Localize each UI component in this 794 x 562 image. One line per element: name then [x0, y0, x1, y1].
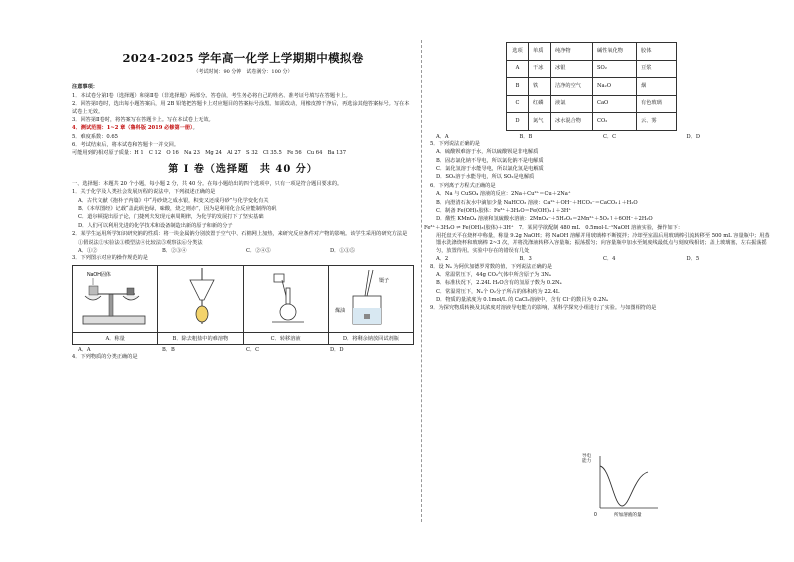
table-header-row — [507, 43, 677, 61]
question-7 — [424, 224, 770, 264]
naoh-label: NaOH固体 — [87, 271, 111, 278]
question-7-body: 用托盘天平在烧杯中称量，称量 9.2g NaOH；将 NaOH 溶解并用玻璃棒不断搅拌；冷却至室温后用玻璃棒引流转移至 500 mL 容量瓶中；用蒸馏水洗涤烧杯和玻璃棒 2~3 次，并将洗涤液转移入容量瓶；振荡摇匀；向容量瓶中加水至刻度线最低点与刻度线相切；盖上玻璃塞，左右振荡摇匀，放置待用。实验中存在的错误有几处 — [436, 233, 770, 254]
question-2-stem: 2．某学生运用所学知识研究钠的性质：将一块金属钠分别放置于空气中、石棉网上加热，来研究反应条件对产物的影响。该学生采用的研究方法是 — [72, 231, 408, 238]
table-row — [507, 78, 677, 96]
question-5-option-d: D．SO₂溶于水能导电，所以 SO₂是电解质 — [436, 174, 535, 181]
table-header-cell: 碱性氧化物 — [593, 43, 637, 61]
funnel-icon — [158, 266, 243, 334]
note-item-3: 3．回答第Ⅱ卷时，将答案写在答题卡上。写在本试卷上无效。 — [72, 116, 214, 123]
flask-icon — [244, 266, 329, 334]
question-3-figures — [72, 265, 414, 345]
note-item-4-prefix: 4．测试范围： — [72, 125, 107, 132]
question-5-option-b: B．固态氯化钠不导电，所以氯化钠不是电解质 — [436, 157, 544, 164]
graph-x-label: 所加溶液的量 — [614, 512, 642, 517]
figure-b-filtration — [158, 266, 243, 344]
figure-d-caption: D．将剩余钠放回试剂瓶 — [329, 332, 413, 344]
question-8-option-b: B．标准状况下，2.24L H₂O含有的氢原子数为 0.2Nₐ — [436, 280, 562, 287]
table-header-cell: 纯净物 — [551, 43, 593, 61]
question-7-option-d: D．5 — [686, 256, 700, 263]
question-5-stem: 5．下列说法正确的是 — [430, 140, 480, 147]
question-5-option-a: A．硫酸钡难溶于水，所以硫酸钡是非电解质 — [436, 149, 539, 156]
question-7-stem — [424, 225, 770, 232]
question-6-option-a: A．Na 与 CuSO₄ 溶液的反应：2Na＋Cu²⁺＝Cu＋2Na⁺ — [436, 191, 571, 198]
figure-c-caption: C．转移溶液 — [244, 332, 328, 344]
notes — [72, 84, 414, 157]
kerosene-label: 煤油 — [334, 307, 345, 314]
figure-a-caption: A．称量 — [73, 332, 157, 344]
question-2-option-d: D．①③⑤ — [330, 247, 355, 254]
note-item-4-range: 1~2 章（鲁科版 2019 必修第一册） — [106, 125, 193, 132]
classification-table — [506, 42, 677, 131]
table-row — [507, 60, 677, 78]
note-item-5: 5．难度系数：0.65 — [72, 133, 118, 140]
tweezers-label: 镊子 — [378, 277, 389, 284]
question-5 — [430, 141, 770, 182]
table-cell: 铁 — [529, 78, 551, 96]
question-8-stem: 8．设 Nₐ 为阿伏加德罗常数的值，下列说法正确的是 — [430, 263, 553, 270]
table-cell: B — [507, 78, 529, 96]
question-2-option-b: B．②③④ — [162, 247, 187, 254]
table-header-cell: 单质 — [529, 43, 551, 61]
page-subtitle: （考试时间：90 分钟 试卷满分：100 分） — [193, 69, 293, 76]
table-cell: 液氯 — [551, 95, 593, 113]
table-cell: Na₂O — [593, 78, 637, 96]
question-9 — [430, 305, 770, 312]
balance-icon — [73, 266, 158, 334]
question-6-option-b: B．向澄清石灰水中滴加少量 NaHCO₃ 溶液：Ca²⁺＋OH⁻＋HCO₃⁻＝CaCO₃↓＋H₂O — [436, 199, 638, 206]
table-cell: CaO — [593, 95, 637, 113]
table-cell: SO₂ — [593, 60, 637, 78]
question-4-option-c: C．C — [603, 133, 617, 140]
question-8-option-a: A．常温常压下，44g CO₂气体中所含原子为 3Nₐ — [436, 271, 551, 278]
question-2-option-c: C．②④⑤ — [246, 247, 271, 254]
table-cell: 洁净的空气 — [551, 78, 593, 96]
table-row — [507, 95, 677, 113]
question-7-options — [430, 256, 770, 263]
table-cell: 有色玻璃 — [637, 95, 677, 113]
notes-heading: 注意事项： — [72, 84, 98, 91]
question-3-option-a: A．A — [78, 346, 91, 353]
section-title: 第 I 卷（选择题 共 40 分） — [168, 163, 318, 175]
note-item-4-suffix: 。 — [192, 125, 198, 132]
question-3-stem: 3．下列图示对应的操作规范的是 — [72, 255, 148, 262]
question-5-option-c: C．氯化氢溶于水能导电，所以氯化氢是电解质 — [436, 166, 544, 172]
figure-b-caption: B．除去粗盐中的难溶物 — [158, 332, 242, 344]
question-4-option-d: D．D — [686, 133, 701, 140]
question-3-option-c: C．C — [246, 346, 260, 353]
question-1-option-b: B．《本草图经》记载“盖此矾色绿，味酸，烧之则赤”，因为是利用化合反应能制得的矾 — [78, 206, 277, 213]
question-7-stem-text: 7．某同学欲配制 480 mL 0.5mol·L⁻¹NaOH 溶液实验，操作如下： — [518, 224, 684, 231]
note-item-1: 1．本试卷分第Ⅰ卷（选择题）和第Ⅱ卷（非选择题）两部分。答卷前，考生务必将自己的姓名、准考证号填写在答题卡上。 — [72, 92, 351, 99]
question-4-option-b: B．B — [519, 133, 533, 140]
table-header-cell: 选项 — [507, 43, 529, 61]
graph-y-label: 导电能力 — [582, 454, 592, 465]
table-cell: CO₂ — [593, 113, 637, 131]
reagent-bottle-icon — [329, 266, 414, 334]
question-7-option-a: A．2 — [436, 256, 449, 263]
question-4-stem: 4．下列物质的分类正确的是 — [72, 354, 138, 361]
question-4-options — [430, 134, 770, 141]
question-7-option-c: C．4 — [603, 256, 616, 263]
question-6-option-c: C．制备 Fe(OH)₃胶体：Fe³⁺＋3H₂O＝Fe(OH)₃↓＋3H⁺ — [436, 207, 572, 214]
note-item-4 — [72, 125, 414, 132]
graph-origin: 0 — [594, 512, 597, 518]
graph-curve — [600, 466, 648, 506]
table-row — [507, 113, 677, 131]
question-3-option-b: B．B — [162, 346, 175, 353]
right-column — [424, 42, 770, 314]
table-cell: 氮气 — [529, 113, 551, 131]
table-cell: 红磷 — [529, 95, 551, 113]
table-cell: 冰水混合物 — [551, 113, 593, 131]
question-3 — [72, 255, 414, 354]
page-title: 2024-2025 学年高一化学上学期期中模拟卷 — [122, 51, 364, 65]
table-cell: C — [507, 95, 529, 113]
table-cell: D — [507, 113, 529, 131]
question-9-stem: 9．为探究物质转换及其浓度对溶液导电能力的影响，某科学探究小组进行了实验。与如图相符的是 — [430, 305, 657, 312]
question-6-stem: 6．下列离子方程式正确的是 — [430, 182, 496, 189]
table-cell: 冰银 — [551, 60, 593, 78]
table-cell: 烟 — [637, 78, 677, 96]
table-cell: A — [507, 60, 529, 78]
table-cell: 云、雾 — [637, 113, 677, 131]
question-6-option-d: D．酸性 KMnO₄ 溶液和氢硫酸水溶液：2MnO₄⁻＋5H₂O₂＝2Mn²⁺＋5O₂↑＋6OH⁻＋2H₂O — [436, 216, 653, 223]
question-1-option-c: C．道尔顿提出原子论，门捷列夫发现元素周期律，为化学的发展打下了坚实基础 — [78, 214, 264, 221]
conductivity-graph — [592, 452, 662, 520]
question-2-methods: ①假说法②实验法③模型法④比较法⑤观察法⑥分类法 — [78, 239, 203, 246]
question-1-stem: 1．关于化学及人类社会发展历程的说法中，下列叙述正确的是 — [72, 189, 216, 196]
note-item-6: 6．考试结束后，将本试卷和答题卡一并交回。 — [72, 142, 180, 149]
question-1-option-a: A．古代文献《抱朴子内篇》中“丹砂烧之成水银，积变又还成丹砂”与化学变化有关 — [78, 197, 269, 204]
question-8 — [430, 264, 770, 305]
question-1 — [72, 189, 414, 230]
question-3-options — [72, 347, 414, 354]
note-item-2: 2．回答第Ⅰ卷时，选出每小题答案后，用 2B 铅笔把答题卡上对应题目的答案标号涂黑。如需改动，用橡皮擦干净后，再选涂其他答案标号。写在本试卷上无效。 — [72, 101, 410, 115]
question-2 — [72, 231, 414, 255]
figure-a-weighing — [73, 266, 158, 344]
section-intro: 一、选择题：本题共 20 个小题，每小题 2 分，共 40 分。在每小题给出的四个选项中，只有一项是符合题目要求的。 — [72, 180, 343, 187]
table-cell: 干冰 — [529, 60, 551, 78]
figure-c-transfer — [244, 266, 329, 344]
question-1-option-d: D．人们可以利用先进的化学技术和设备制造出新的原子和新的分子 — [78, 222, 233, 229]
question-8-option-d: D．物质的量浓度为 0.1mol/L 的 CaCl₂溶液中，含有 Cl⁻的数目为 0.2Nₐ — [436, 297, 609, 303]
question-8-option-c: C．常温常压下，Nₐ个 O₂分子所占的体积约为 22.4L — [436, 288, 560, 295]
atomic-masses: 可能用到的相对原子质量：H 1 C 12 O 16 Na 23 Mg 24 Al 27 S 32 Cl 35.5 Fe 56 Cu 64 Ba 137 — [72, 150, 347, 157]
table-header-cell: 胶体 — [637, 43, 677, 61]
question-6 — [430, 183, 770, 224]
question-2-option-a: A．①② — [78, 247, 98, 254]
question-7-option-b: B．3 — [519, 256, 532, 263]
question-4-option-a: A．A — [436, 133, 449, 140]
question-3-option-d: D．D — [330, 346, 344, 353]
column-divider — [421, 40, 422, 522]
table-cell: 豆浆 — [637, 60, 677, 78]
left-column — [72, 44, 414, 362]
question-7-lead: Fe³⁺＋3H₂O ⇌ Fe(OH)₃(胶体)＋3H⁺ — [424, 224, 514, 231]
figure-d-sodium-storage — [329, 266, 413, 344]
